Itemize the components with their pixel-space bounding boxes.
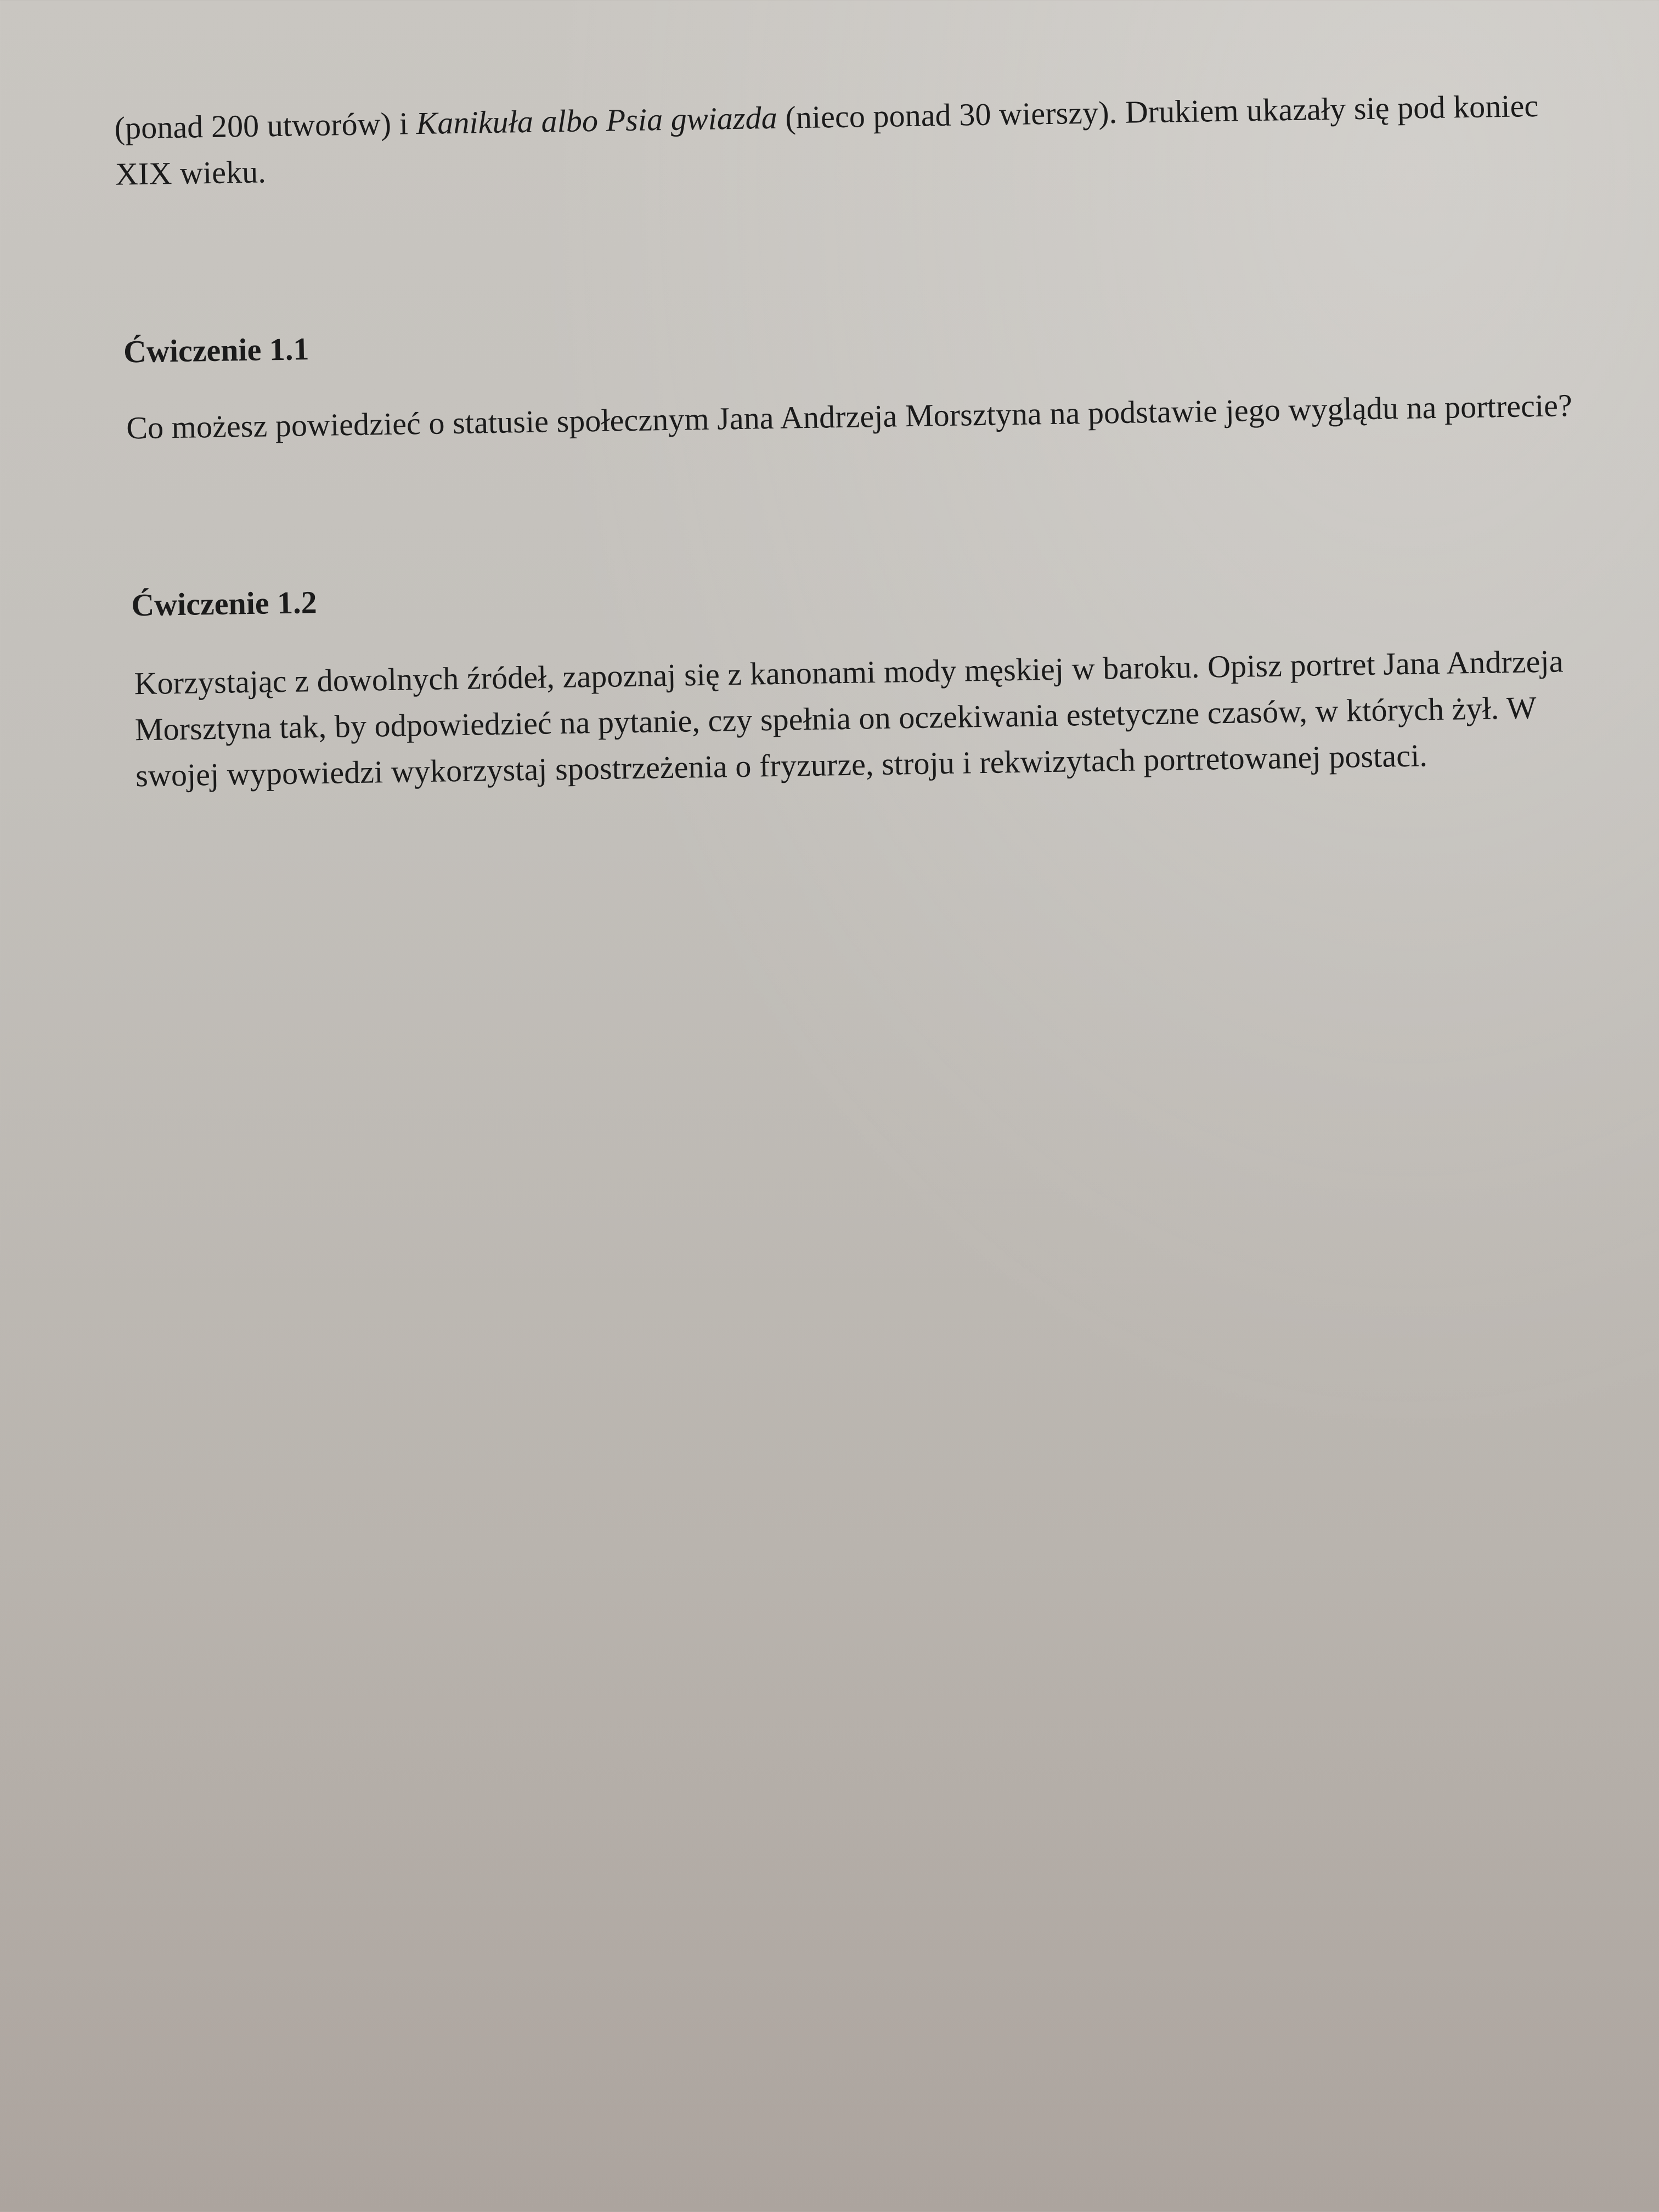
- intro-text-end: (nieco ponad 30 wierszy). Drukiem ukazały się pod koniec XIX wieku.: [115, 87, 1539, 192]
- intro-paragraph: [114, 82, 1596, 197]
- exercise-1-2-heading: Ćwiczenie 1.2: [131, 584, 318, 623]
- intro-text-start: (ponad 200 utworów) i: [114, 105, 417, 146]
- exercise-1-1-text: Co możesz powiedzieć o statusie społecznym Jana Andrzeja Morsztyna na podstawie jego wyglądu na portrecie?: [126, 387, 1573, 446]
- exercise-1-1-heading: Ćwiczenie 1.1: [123, 331, 309, 370]
- exercise-1-2-text: Korzystając z dowolnych źródeł, zapoznaj się z kanonami mody męskiej w baroku. Opisz portret Jana Andrzeja Morsztyna tak, by odpowiedzieć na pytanie, czy spełnia on oczekiwania estetyczne czasów, w których żył. W swojej wypowiedzi wykorzystaj spostrzeżenia o fryzurze, stroju i rekwizytach portretowanej postaci.: [134, 643, 1564, 794]
- work-title: Kanikuła albo Psia gwiazda: [416, 99, 778, 142]
